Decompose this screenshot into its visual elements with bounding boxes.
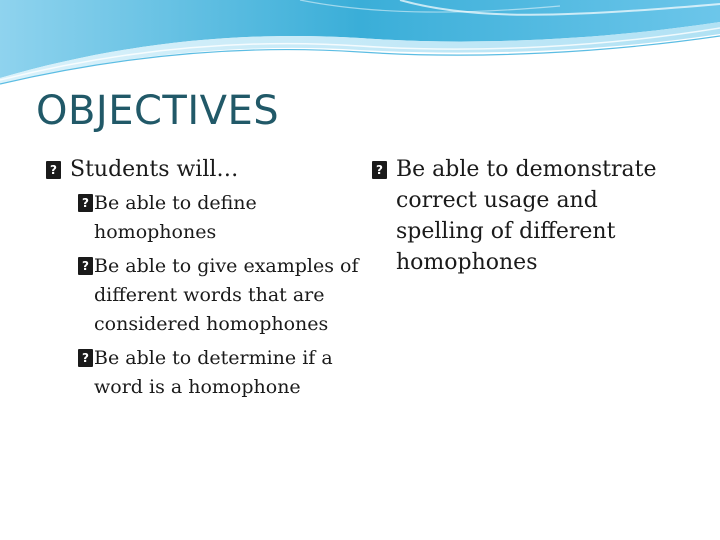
bullet-icon bbox=[78, 194, 93, 212]
objective-text: Be able to demonstrate correct usage and spelling of different homophones bbox=[396, 157, 657, 275]
objective-text: Be able to define homophones bbox=[94, 192, 257, 243]
right-content-column bbox=[372, 154, 692, 282]
left-heading-item bbox=[46, 154, 366, 185]
header-wave-decoration bbox=[0, 0, 720, 90]
objective-text: Be able to determine if a word is a homophone bbox=[94, 347, 333, 398]
objective-item bbox=[372, 154, 692, 278]
slide-title: OBJECTIVES bbox=[36, 88, 280, 134]
objective-item bbox=[46, 252, 366, 339]
bullet-icon bbox=[78, 257, 93, 275]
left-content-column bbox=[46, 154, 366, 407]
objective-text: Be able to give examples of different words that are considered homophones bbox=[94, 255, 359, 335]
bullet-icon bbox=[78, 349, 93, 367]
objective-item bbox=[46, 189, 366, 247]
bullet-icon bbox=[372, 161, 387, 179]
left-heading-text: Students will… bbox=[70, 157, 239, 182]
bullet-icon bbox=[46, 161, 61, 179]
objective-item bbox=[46, 344, 366, 402]
